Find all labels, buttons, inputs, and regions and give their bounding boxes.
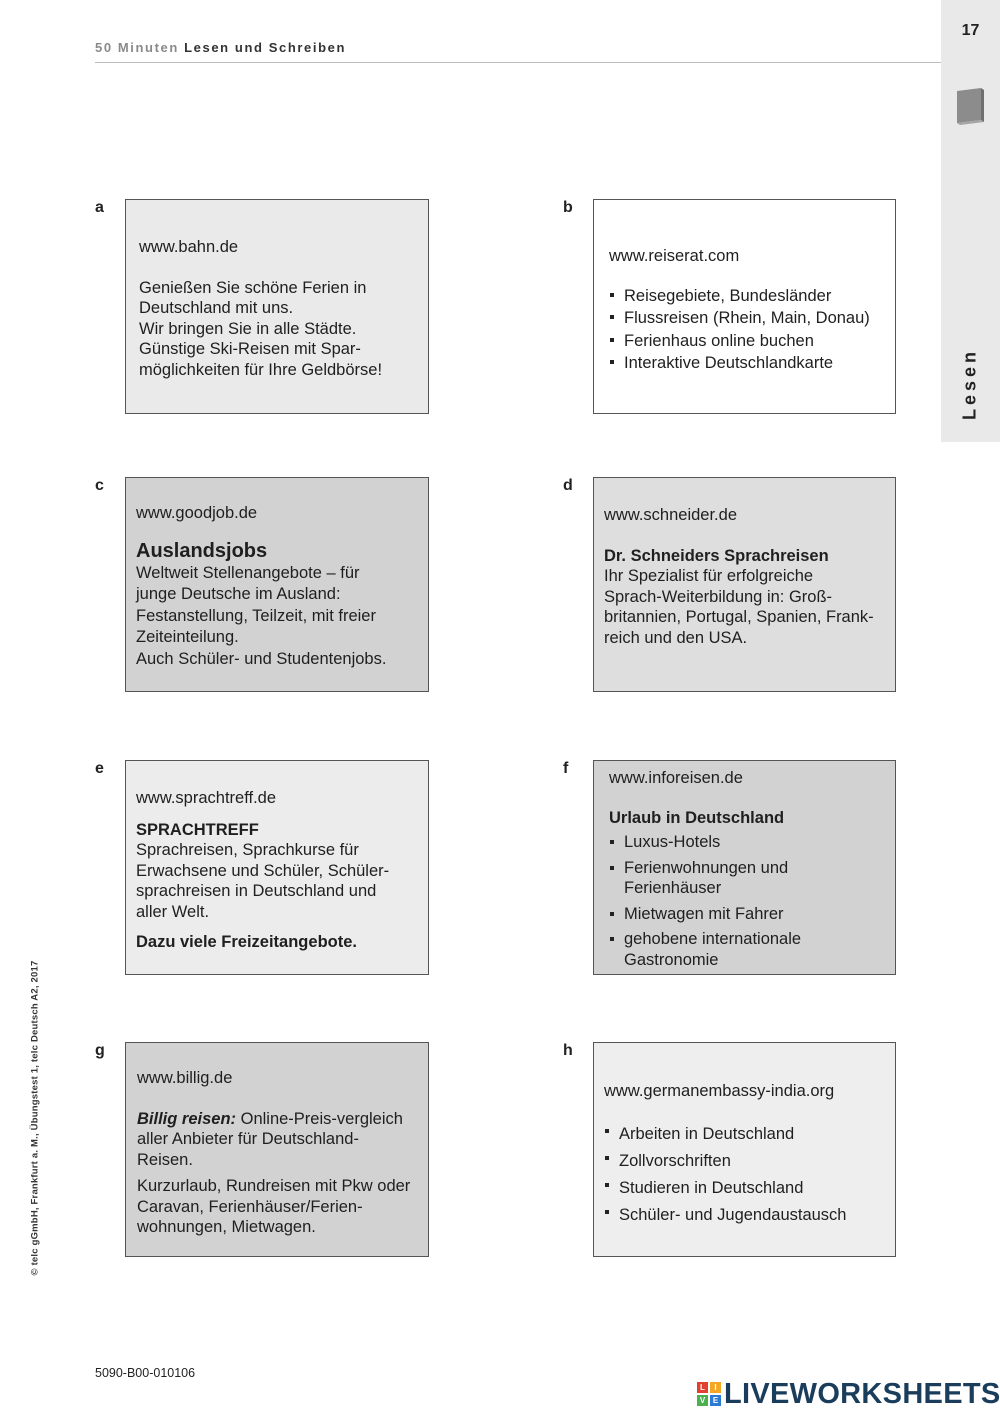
copyright-note (0, 960, 70, 1276)
card-footer-text: Dazu viele Freizeitangebote. (136, 933, 357, 951)
ad-card-a (125, 199, 429, 414)
ad-card-e (125, 760, 429, 975)
list-item: Zollvorschriften (604, 1148, 885, 1175)
card-line: Günstige Ski-Reisen mit Spar- (139, 340, 361, 358)
liveworksheets-logo (697, 1377, 1000, 1411)
card-lead (137, 1109, 414, 1171)
logo-mark-letter: E (710, 1395, 721, 1406)
card-heading: Urlaub in Deutschland (609, 808, 785, 827)
logo-mark-letter: I (710, 1382, 721, 1393)
card-url: www.billig.de (137, 1069, 233, 1087)
card-line: Weltweit Stellenangebote – für (136, 563, 360, 582)
list-item: Studieren in Deutschland (604, 1175, 885, 1202)
card-list (609, 832, 885, 970)
copyright-text: © telc gGmbH, Frankfurt a. M., Übungstest 1, telc Deutsch A2, 2017 (29, 960, 41, 1276)
card-lead-text: Online-Preis-vergleich aller Anbieter für Deutschland-Reisen. (137, 1109, 403, 1169)
card-letter-b: b (563, 199, 573, 216)
card-url: www.inforeisen.de (609, 769, 743, 787)
page-header (95, 40, 346, 55)
card-body: Kurzurlaub, Rundreisen mit Pkw oder Caravan, Ferienhäuser/Ferien-wohnungen, Mietwagen. (137, 1177, 411, 1236)
card-letter-h: h (563, 1042, 573, 1059)
list-item: gehobene internationale Gastronomie (609, 929, 885, 970)
card-line: Auch Schüler- und Studentenjobs. (136, 649, 387, 668)
ad-card-f (593, 760, 896, 975)
card-heading: SPRACHTREFF (136, 820, 259, 839)
card-line: aller Welt. (136, 902, 210, 921)
list-item: Schüler- und Jugendaustausch (604, 1202, 885, 1229)
card-line: Zeiteinteilung. (136, 628, 239, 646)
card-line: Sprachreisen, Sprachkurse für (136, 841, 359, 859)
card-heading: Auslandsjobs (136, 539, 268, 562)
page-number: 17 (961, 22, 980, 39)
card-letter-f: f (563, 760, 569, 777)
header-divider (95, 62, 942, 63)
card-line: Sprach-Weiterbildung in: Groß- (604, 587, 833, 606)
card-letter-g: g (95, 1042, 105, 1059)
ad-card-g (125, 1042, 429, 1257)
card-line: Ihr Spezialist für erfolgreiche (604, 567, 814, 585)
list-item: Ferienhaus online buchen (609, 330, 885, 353)
list-item: Ferienwohnungen und Ferienhäuser (609, 858, 885, 899)
logo-mark-letter: V (697, 1395, 708, 1406)
list-item: Arbeiten in Deutschland (604, 1121, 885, 1148)
card-lead-bold: Billig reisen: (137, 1109, 237, 1128)
card-letter-c: c (95, 477, 104, 494)
card-line: Erwachsene und Schüler, Schüler- (136, 861, 390, 880)
card-list (604, 1121, 885, 1229)
section-label (942, 344, 998, 424)
list-item: Mietwagen mit Fahrer (609, 904, 885, 925)
card-line: Wir bringen Sie in alle Städte. (139, 319, 357, 338)
card-letter-d: d (563, 477, 573, 494)
card-line: Festanstellung, Teilzeit, mit freier (136, 606, 376, 625)
card-line: britannien, Portugal, Spanien, Frank- (604, 608, 874, 626)
card-letter-e: e (95, 760, 104, 777)
header-time: 50 Minuten (95, 40, 179, 55)
ad-card-c (125, 477, 429, 692)
card-heading: Dr. Schneiders Sprachreisen (604, 546, 829, 565)
card-url: www.germanembassy-india.org (604, 1082, 835, 1100)
logo-mark (697, 1382, 721, 1406)
list-item: Flussreisen (Rhein, Main, Donau) (609, 307, 885, 330)
card-line: möglichkeiten für Ihre Geldbörse! (139, 360, 383, 379)
card-line: reich und den USA. (604, 628, 748, 647)
list-item: Luxus-Hotels (609, 832, 885, 853)
header-title: Lesen und Schreiben (184, 40, 346, 55)
card-url: www.bahn.de (139, 238, 239, 256)
logo-text: LIVEWORKSHEETS (724, 1377, 1000, 1410)
list-item: Interaktive Deutschlandkarte (609, 352, 885, 375)
card-line: Genießen Sie schöne Ferien in (139, 278, 367, 297)
ad-card-d (593, 477, 896, 692)
ad-card-h (593, 1042, 896, 1257)
ad-card-b (593, 199, 896, 414)
card-url: www.sprachtreff.de (136, 789, 277, 807)
card-list (609, 285, 885, 375)
card-line: junge Deutsche im Ausland: (136, 585, 341, 603)
card-url: www.schneider.de (604, 506, 737, 524)
card-letter-a: a (95, 199, 104, 216)
card-line: sprachreisen in Deutschland und (136, 882, 377, 900)
book-icon (954, 86, 986, 126)
card-line: Deutschland mit uns. (139, 299, 294, 317)
list-item: Reisegebiete, Bundesländer (609, 285, 885, 308)
card-url: www.goodjob.de (136, 504, 258, 522)
logo-mark-letter: L (697, 1382, 708, 1393)
card-url: www.reiserat.com (609, 247, 740, 265)
document-code: 5090-B00-010106 (95, 1366, 196, 1380)
section-label-text: Lesen (959, 347, 980, 421)
